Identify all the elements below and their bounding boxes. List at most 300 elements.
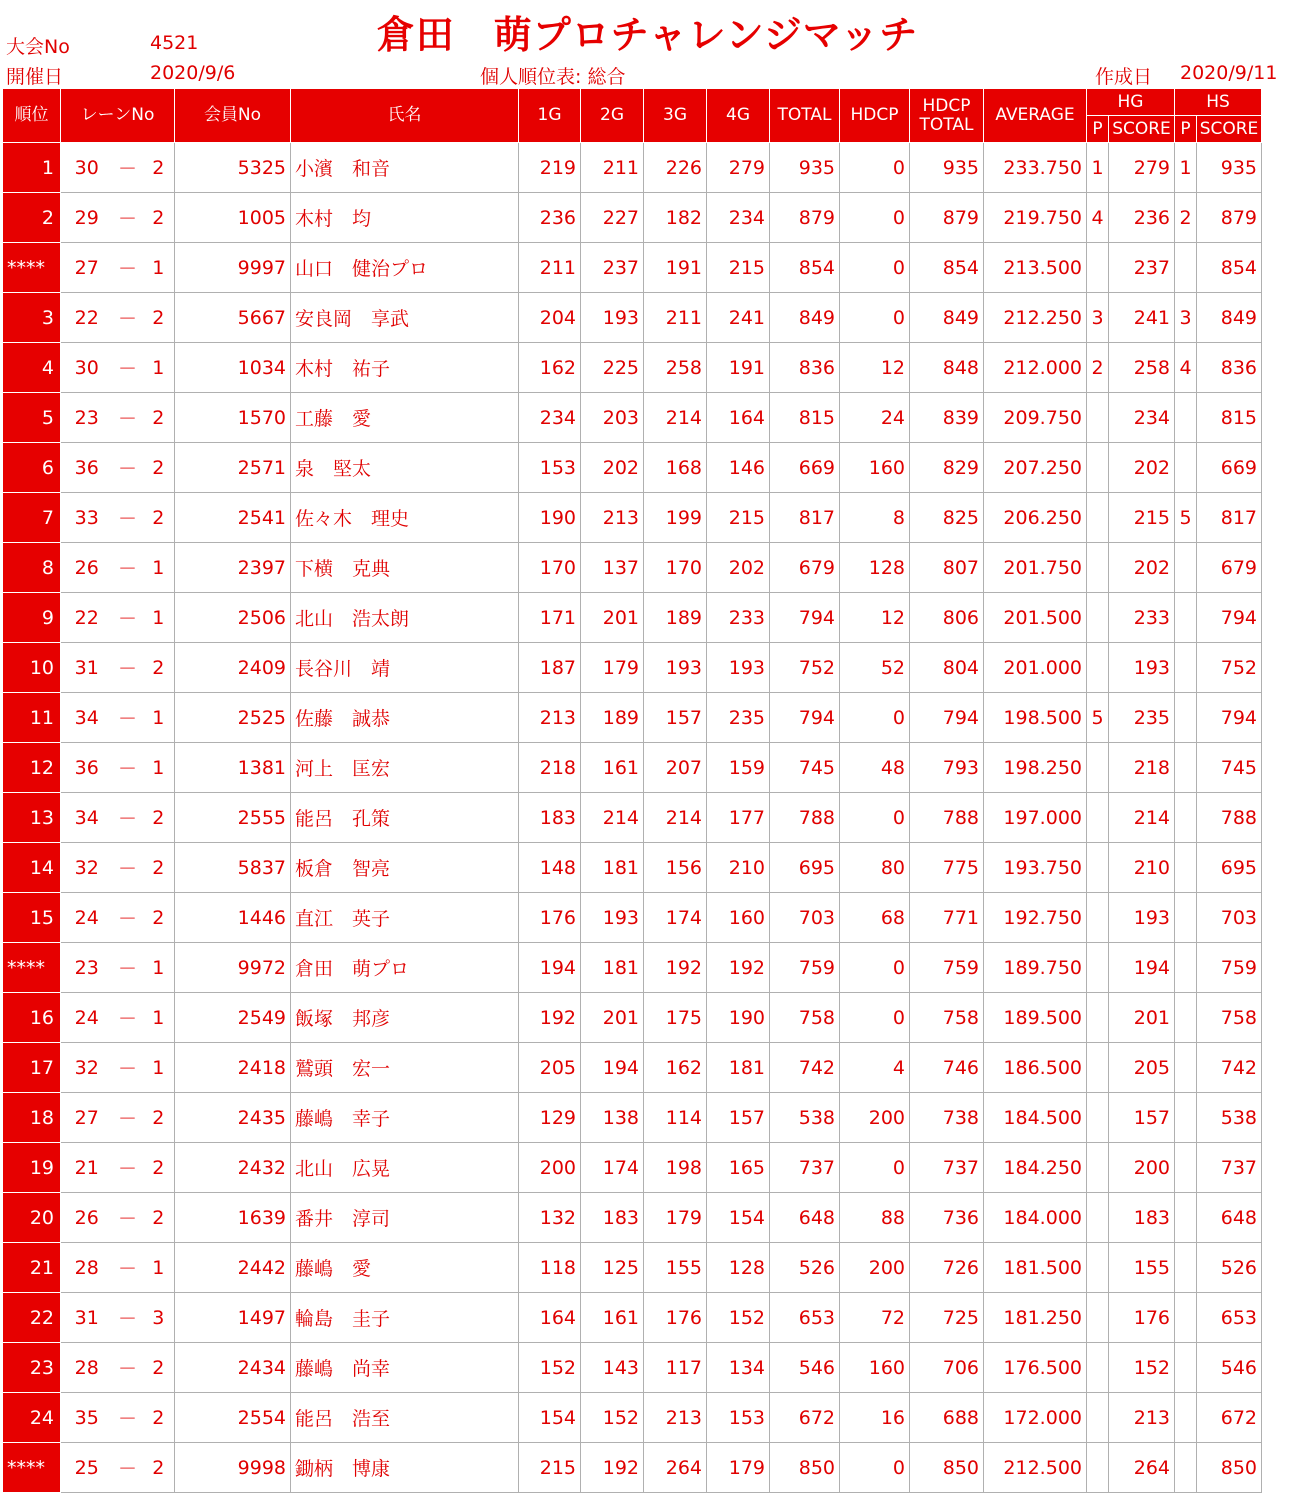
- average-cell: 189.500: [984, 993, 1087, 1043]
- lane-box-cell: 2: [143, 793, 175, 843]
- table-row: [3, 543, 1262, 593]
- hdcp-cell: 160: [840, 443, 910, 493]
- name-cell: 佐藤 誠恭: [291, 693, 519, 743]
- hs-position-cell: [1175, 1293, 1197, 1343]
- hg-position-cell: [1087, 1293, 1109, 1343]
- average-cell: 219.750: [984, 193, 1087, 243]
- member-no-cell: 5325: [175, 143, 291, 193]
- hs-position-cell: [1175, 1343, 1197, 1393]
- rank-cell: 4: [3, 343, 61, 393]
- rank-cell: 1: [3, 143, 61, 193]
- total-cell: 745: [770, 743, 840, 793]
- game2-cell: 138: [581, 1093, 644, 1143]
- rank-cell: 3: [3, 293, 61, 343]
- hg-score-cell: 233: [1109, 593, 1175, 643]
- game3-cell: 207: [644, 743, 707, 793]
- member-no-cell: 2555: [175, 793, 291, 843]
- table-row: [3, 293, 1262, 343]
- lane-cell: 28: [61, 1243, 113, 1293]
- table-row: [3, 1043, 1262, 1093]
- lane-dash-cell: －: [113, 943, 143, 993]
- lane-cell: 29: [61, 193, 113, 243]
- member-no-cell: 5667: [175, 293, 291, 343]
- hg-position-cell: [1087, 1043, 1109, 1093]
- total-cell: 794: [770, 593, 840, 643]
- table-row: [3, 693, 1262, 743]
- col-hg-score: SCORE: [1109, 116, 1175, 143]
- lane-box-cell: 2: [143, 1343, 175, 1393]
- member-no-cell: 9972: [175, 943, 291, 993]
- col-name: 氏名: [291, 89, 519, 143]
- game2-cell: 189: [581, 693, 644, 743]
- game2-cell: 125: [581, 1243, 644, 1293]
- member-no-cell: 1034: [175, 343, 291, 393]
- lane-cell: 22: [61, 293, 113, 343]
- hg-score-cell: 202: [1109, 543, 1175, 593]
- lane-cell: 32: [61, 1043, 113, 1093]
- game4-cell: 159: [707, 743, 770, 793]
- lane-cell: 34: [61, 793, 113, 843]
- total-cell: 737: [770, 1143, 840, 1193]
- table-row: [3, 1343, 1262, 1393]
- game3-cell: 156: [644, 843, 707, 893]
- hg-score-cell: 279: [1109, 143, 1175, 193]
- hs-position-cell: [1175, 543, 1197, 593]
- rank-cell: 5: [3, 393, 61, 443]
- rank-cell: 18: [3, 1093, 61, 1143]
- hdcp-cell: 0: [840, 1443, 910, 1493]
- hs-position-cell: [1175, 443, 1197, 493]
- hs-score-cell: 879: [1197, 193, 1262, 243]
- game3-cell: 192: [644, 943, 707, 993]
- hs-score-cell: 538: [1197, 1093, 1262, 1143]
- game1-cell: 154: [519, 1393, 581, 1443]
- name-cell: 倉田 萌プロ: [291, 943, 519, 993]
- table-row: [3, 443, 1262, 493]
- rank-cell: 10: [3, 643, 61, 693]
- lane-cell: 30: [61, 143, 113, 193]
- hdcp-total-cell: 794: [910, 693, 984, 743]
- report-title: 個人順位表: 総合: [480, 66, 626, 88]
- average-cell: 181.500: [984, 1243, 1087, 1293]
- total-cell: 695: [770, 843, 840, 893]
- hg-score-cell: 237: [1109, 243, 1175, 293]
- lane-box-cell: 1: [143, 993, 175, 1043]
- col-hdcp: HDCP: [840, 89, 910, 143]
- hdcp-total-cell: 935: [910, 143, 984, 193]
- hs-position-cell: 1: [1175, 143, 1197, 193]
- col-lane: レーンNo: [61, 89, 175, 143]
- lane-cell: 28: [61, 1343, 113, 1393]
- member-no-cell: 5837: [175, 843, 291, 893]
- game3-cell: 179: [644, 1193, 707, 1243]
- game1-cell: 218: [519, 743, 581, 793]
- hdcp-total-cell: 806: [910, 593, 984, 643]
- game2-cell: 225: [581, 343, 644, 393]
- total-cell: 672: [770, 1393, 840, 1443]
- hg-score-cell: 176: [1109, 1293, 1175, 1343]
- game2-cell: 181: [581, 843, 644, 893]
- lane-cell: 31: [61, 1293, 113, 1343]
- average-cell: 201.500: [984, 593, 1087, 643]
- hg-score-cell: 202: [1109, 443, 1175, 493]
- hs-position-cell: [1175, 1193, 1197, 1243]
- game2-cell: 227: [581, 193, 644, 243]
- hg-score-cell: 218: [1109, 743, 1175, 793]
- name-cell: 河上 匡宏: [291, 743, 519, 793]
- tournament-no-value: 4521: [150, 32, 199, 54]
- hg-position-cell: [1087, 893, 1109, 943]
- hdcp-cell: 4: [840, 1043, 910, 1093]
- lane-dash-cell: －: [113, 1193, 143, 1243]
- lane-box-cell: 2: [143, 1193, 175, 1243]
- hdcp-cell: 68: [840, 893, 910, 943]
- name-cell: 山口 健治プロ: [291, 243, 519, 293]
- lane-cell: 32: [61, 843, 113, 893]
- table-row: [3, 343, 1262, 393]
- table-row: [3, 1143, 1262, 1193]
- hdcp-total-cell: 848: [910, 343, 984, 393]
- rank-cell: 20: [3, 1193, 61, 1243]
- hg-score-cell: 213: [1109, 1393, 1175, 1443]
- lane-cell: 26: [61, 1193, 113, 1243]
- lane-cell: 25: [61, 1443, 113, 1493]
- name-cell: 北山 浩太朗: [291, 593, 519, 643]
- col-hs: HS: [1175, 89, 1262, 116]
- hs-score-cell: 854: [1197, 243, 1262, 293]
- game2-cell: 203: [581, 393, 644, 443]
- game2-cell: 181: [581, 943, 644, 993]
- lane-dash-cell: －: [113, 1293, 143, 1343]
- hdcp-cell: 0: [840, 293, 910, 343]
- hg-score-cell: 183: [1109, 1193, 1175, 1243]
- lane-box-cell: 1: [143, 1043, 175, 1093]
- total-cell: 679: [770, 543, 840, 593]
- hg-score-cell: 264: [1109, 1443, 1175, 1493]
- game1-cell: 152: [519, 1343, 581, 1393]
- member-no-cell: 1497: [175, 1293, 291, 1343]
- hg-score-cell: 200: [1109, 1143, 1175, 1193]
- rank-cell: 22: [3, 1293, 61, 1343]
- lane-cell: 31: [61, 643, 113, 693]
- hdcp-cell: 80: [840, 843, 910, 893]
- lane-dash-cell: －: [113, 1093, 143, 1143]
- table-row: [3, 893, 1262, 943]
- game4-cell: 241: [707, 293, 770, 343]
- lane-cell: 33: [61, 493, 113, 543]
- game3-cell: 264: [644, 1443, 707, 1493]
- game1-cell: 236: [519, 193, 581, 243]
- hs-position-cell: 2: [1175, 193, 1197, 243]
- game2-cell: 174: [581, 1143, 644, 1193]
- lane-dash-cell: －: [113, 893, 143, 943]
- hs-score-cell: 742: [1197, 1043, 1262, 1093]
- lane-dash-cell: －: [113, 1393, 143, 1443]
- hg-score-cell: 194: [1109, 943, 1175, 993]
- game4-cell: 279: [707, 143, 770, 193]
- col-member: 会員No: [175, 89, 291, 143]
- total-cell: 879: [770, 193, 840, 243]
- name-cell: 能呂 浩至: [291, 1393, 519, 1443]
- member-no-cell: 2554: [175, 1393, 291, 1443]
- game4-cell: 134: [707, 1343, 770, 1393]
- name-cell: 小濱 和音: [291, 143, 519, 193]
- hg-position-cell: [1087, 443, 1109, 493]
- hs-score-cell: 752: [1197, 643, 1262, 693]
- lane-dash-cell: －: [113, 1443, 143, 1493]
- hdcp-total-cell: 850: [910, 1443, 984, 1493]
- average-cell: 213.500: [984, 243, 1087, 293]
- game4-cell: 234: [707, 193, 770, 243]
- game4-cell: 146: [707, 443, 770, 493]
- hs-score-cell: 703: [1197, 893, 1262, 943]
- game3-cell: 117: [644, 1343, 707, 1393]
- rank-cell: ****: [3, 243, 61, 293]
- lane-dash-cell: －: [113, 593, 143, 643]
- game1-cell: 162: [519, 343, 581, 393]
- game1-cell: 213: [519, 693, 581, 743]
- hdcp-total-cell: 825: [910, 493, 984, 543]
- name-cell: 板倉 智亮: [291, 843, 519, 893]
- game3-cell: 170: [644, 543, 707, 593]
- game3-cell: 176: [644, 1293, 707, 1343]
- hg-score-cell: 235: [1109, 693, 1175, 743]
- hs-position-cell: 5: [1175, 493, 1197, 543]
- lane-cell: 21: [61, 1143, 113, 1193]
- hg-position-cell: 1: [1087, 143, 1109, 193]
- game3-cell: 213: [644, 1393, 707, 1443]
- game3-cell: 193: [644, 643, 707, 693]
- hdcp-total-cell: 758: [910, 993, 984, 1043]
- lane-dash-cell: －: [113, 243, 143, 293]
- name-cell: 下横 克典: [291, 543, 519, 593]
- rank-cell: 16: [3, 993, 61, 1043]
- hs-score-cell: 788: [1197, 793, 1262, 843]
- hg-score-cell: 152: [1109, 1343, 1175, 1393]
- hs-position-cell: [1175, 743, 1197, 793]
- member-no-cell: 2434: [175, 1343, 291, 1393]
- game4-cell: 157: [707, 1093, 770, 1143]
- game4-cell: 181: [707, 1043, 770, 1093]
- hg-position-cell: [1087, 1143, 1109, 1193]
- hg-score-cell: 258: [1109, 343, 1175, 393]
- member-no-cell: 9998: [175, 1443, 291, 1493]
- lane-box-cell: 1: [143, 543, 175, 593]
- game3-cell: 211: [644, 293, 707, 343]
- lane-cell: 24: [61, 893, 113, 943]
- game4-cell: 128: [707, 1243, 770, 1293]
- game2-cell: 201: [581, 993, 644, 1043]
- lane-box-cell: 2: [143, 843, 175, 893]
- table-row: [3, 393, 1262, 443]
- col-1g: 1G: [519, 89, 581, 143]
- hdcp-cell: 72: [840, 1293, 910, 1343]
- hdcp-cell: 0: [840, 143, 910, 193]
- lane-dash-cell: －: [113, 393, 143, 443]
- hg-position-cell: 2: [1087, 343, 1109, 393]
- average-cell: 193.750: [984, 843, 1087, 893]
- game1-cell: 176: [519, 893, 581, 943]
- game3-cell: 189: [644, 593, 707, 643]
- member-no-cell: 2541: [175, 493, 291, 543]
- game2-cell: 183: [581, 1193, 644, 1243]
- average-cell: 207.250: [984, 443, 1087, 493]
- average-cell: 172.000: [984, 1393, 1087, 1443]
- game3-cell: 114: [644, 1093, 707, 1143]
- hg-position-cell: [1087, 1193, 1109, 1243]
- lane-box-cell: 2: [143, 493, 175, 543]
- hdcp-cell: 12: [840, 593, 910, 643]
- game4-cell: 153: [707, 1393, 770, 1443]
- hs-position-cell: [1175, 593, 1197, 643]
- name-cell: 泉 堅太: [291, 443, 519, 493]
- total-cell: 759: [770, 943, 840, 993]
- name-cell: 佐々木 理史: [291, 493, 519, 543]
- average-cell: 184.250: [984, 1143, 1087, 1193]
- average-cell: 176.500: [984, 1343, 1087, 1393]
- hs-position-cell: [1175, 943, 1197, 993]
- member-no-cell: 2418: [175, 1043, 291, 1093]
- name-cell: 鷲頭 宏一: [291, 1043, 519, 1093]
- hg-score-cell: 234: [1109, 393, 1175, 443]
- member-no-cell: 2571: [175, 443, 291, 493]
- game3-cell: 214: [644, 793, 707, 843]
- lane-dash-cell: －: [113, 493, 143, 543]
- col-hdcp-total-line2: TOTAL: [919, 114, 974, 135]
- lane-box-cell: 2: [143, 393, 175, 443]
- total-cell: 849: [770, 293, 840, 343]
- average-cell: 233.750: [984, 143, 1087, 193]
- lane-box-cell: 2: [143, 293, 175, 343]
- lane-box-cell: 2: [143, 443, 175, 493]
- average-cell: 186.500: [984, 1043, 1087, 1093]
- rank-cell: 2: [3, 193, 61, 243]
- hdcp-total-cell: 807: [910, 543, 984, 593]
- lane-box-cell: 1: [143, 943, 175, 993]
- hs-score-cell: 669: [1197, 443, 1262, 493]
- hg-score-cell: 214: [1109, 793, 1175, 843]
- lane-box-cell: 3: [143, 1293, 175, 1343]
- average-cell: 184.000: [984, 1193, 1087, 1243]
- name-cell: 飯塚 邦彦: [291, 993, 519, 1043]
- hg-position-cell: [1087, 943, 1109, 993]
- hdcp-total-cell: 854: [910, 243, 984, 293]
- hg-score-cell: 236: [1109, 193, 1175, 243]
- game4-cell: 210: [707, 843, 770, 893]
- hs-score-cell: 695: [1197, 843, 1262, 893]
- hs-score-cell: 679: [1197, 543, 1262, 593]
- hdcp-cell: 0: [840, 943, 910, 993]
- lane-box-cell: 2: [143, 193, 175, 243]
- table-row: [3, 593, 1262, 643]
- col-hs-score: SCORE: [1197, 116, 1262, 143]
- hs-position-cell: 3: [1175, 293, 1197, 343]
- game2-cell: 143: [581, 1343, 644, 1393]
- game1-cell: 170: [519, 543, 581, 593]
- lane-box-cell: 2: [143, 1143, 175, 1193]
- lane-cell: 34: [61, 693, 113, 743]
- hg-position-cell: [1087, 393, 1109, 443]
- average-cell: 197.000: [984, 793, 1087, 843]
- game3-cell: 155: [644, 1243, 707, 1293]
- hdcp-total-cell: 771: [910, 893, 984, 943]
- hdcp-total-cell: 737: [910, 1143, 984, 1193]
- lane-cell: 30: [61, 343, 113, 393]
- game1-cell: 211: [519, 243, 581, 293]
- lane-box-cell: 1: [143, 343, 175, 393]
- hdcp-total-cell: 839: [910, 393, 984, 443]
- lane-dash-cell: －: [113, 743, 143, 793]
- hs-score-cell: 849: [1197, 293, 1262, 343]
- member-no-cell: 2442: [175, 1243, 291, 1293]
- rank-cell: 24: [3, 1393, 61, 1443]
- hg-position-cell: 4: [1087, 193, 1109, 243]
- game2-cell: 193: [581, 293, 644, 343]
- average-cell: 192.750: [984, 893, 1087, 943]
- lane-dash-cell: －: [113, 293, 143, 343]
- game1-cell: 164: [519, 1293, 581, 1343]
- hs-position-cell: [1175, 1243, 1197, 1293]
- game3-cell: 157: [644, 693, 707, 743]
- game1-cell: 200: [519, 1143, 581, 1193]
- hs-position-cell: [1175, 693, 1197, 743]
- hdcp-total-cell: 736: [910, 1193, 984, 1243]
- game3-cell: 182: [644, 193, 707, 243]
- member-no-cell: 2525: [175, 693, 291, 743]
- lane-dash-cell: －: [113, 993, 143, 1043]
- hdcp-total-cell: 738: [910, 1093, 984, 1143]
- lane-dash-cell: －: [113, 1243, 143, 1293]
- table-row: [3, 243, 1262, 293]
- date-label: 開催日: [6, 66, 64, 88]
- lane-box-cell: 1: [143, 1243, 175, 1293]
- hs-score-cell: 817: [1197, 493, 1262, 543]
- hs-score-cell: 935: [1197, 143, 1262, 193]
- game4-cell: 177: [707, 793, 770, 843]
- game4-cell: 190: [707, 993, 770, 1043]
- game3-cell: 198: [644, 1143, 707, 1193]
- lane-dash-cell: －: [113, 1043, 143, 1093]
- rank-cell: 12: [3, 743, 61, 793]
- hg-score-cell: 205: [1109, 1043, 1175, 1093]
- hg-score-cell: 241: [1109, 293, 1175, 343]
- rank-cell: 21: [3, 1243, 61, 1293]
- hs-position-cell: [1175, 893, 1197, 943]
- rank-cell: 6: [3, 443, 61, 493]
- hs-position-cell: [1175, 793, 1197, 843]
- hdcp-cell: 12: [840, 343, 910, 393]
- lane-box-cell: 2: [143, 1393, 175, 1443]
- member-no-cell: 2549: [175, 993, 291, 1043]
- hg-position-cell: [1087, 493, 1109, 543]
- game1-cell: 118: [519, 1243, 581, 1293]
- game2-cell: 161: [581, 743, 644, 793]
- hs-score-cell: 758: [1197, 993, 1262, 1043]
- average-cell: 212.000: [984, 343, 1087, 393]
- game2-cell: 152: [581, 1393, 644, 1443]
- col-total: TOTAL: [770, 89, 840, 143]
- member-no-cell: 1005: [175, 193, 291, 243]
- average-cell: 212.250: [984, 293, 1087, 343]
- average-cell: 201.000: [984, 643, 1087, 693]
- total-cell: 526: [770, 1243, 840, 1293]
- rank-cell: 11: [3, 693, 61, 743]
- lane-cell: 26: [61, 543, 113, 593]
- game3-cell: 168: [644, 443, 707, 493]
- average-cell: 212.500: [984, 1443, 1087, 1493]
- lane-dash-cell: －: [113, 343, 143, 393]
- hg-position-cell: [1087, 1443, 1109, 1493]
